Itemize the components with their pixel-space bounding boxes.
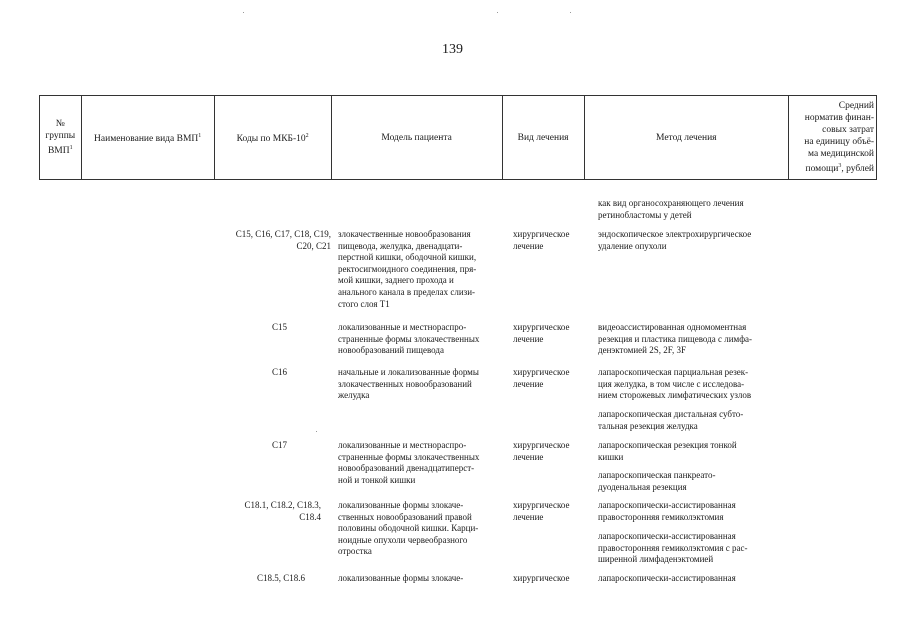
treatment-method: лапароскопическая резекция тонкой кишки [598, 440, 737, 462]
treatment-type: хирургическое лечение [513, 229, 570, 251]
treatment-method: видеоассистированная одномоментная резекция и пластика пищевода с лимфа- денэктомией 2S, 2F, 3F [598, 322, 753, 356]
icd-codes: C15 [271, 322, 287, 332]
treatment-type: хирургическое [513, 573, 570, 583]
header-treatment-type: Вид лечения [502, 96, 584, 180]
treatment-method: лапароскопическая дистальная субто- тальная резекция желудка [598, 409, 744, 431]
treatment-method: лапароскопическая парциальная резек- ция желудка, в том числе с исследова- нием сторожевых лимфатических узлов [598, 367, 752, 401]
header-group-number: № группы ВМП$^1$ [40, 96, 82, 180]
scan-speck [243, 12, 244, 13]
header-cost-standard: Средний норматив финан- совых затрат на единицу объё- ма медицинской помощи$^3$, рублей [789, 96, 877, 180]
patient-model: злокачественные новообразования пищевода, желудка, двенадцати- перстной кишки, ободочной кишки, ректосигмоидного соединения, пря- мой кишки, заднего прохода и анального канала в пределах слизи- стого слоя T1 [338, 229, 477, 309]
treatment-type: хирургическое лечение [513, 440, 570, 462]
header-icd-codes: Коды по МКБ-$10^2$ [214, 96, 331, 180]
patient-model: локализованные и местнораспро- страненные формы злокачественных новообразований двенадцатиперст- ной и тонкой кишки [338, 440, 480, 485]
scan-speck [570, 12, 571, 13]
patient-model: локализованные формы злокаче- ственных новообразований правой половины ободочной кишки. Карци- ноидные опухоли червеобразного отростка [338, 500, 479, 557]
patient-model: локализованные формы злокаче- [338, 573, 464, 583]
treatment-type: хирургическое лечение [513, 500, 570, 522]
treatment-method: лапароскопически-ассистированная [598, 573, 736, 583]
header-treatment-method: Метод лечения [584, 96, 788, 180]
treatment-type: хирургическое лечение [513, 322, 570, 344]
treatment-method: как вид органосохраняющего лечения ретинобластомы у детей [598, 198, 744, 220]
treatment-method: лапароскопически-ассистированная правосторонняя гемиколэктомия [598, 500, 736, 522]
header-vmp-name: Наименование вида ВМП$^1$ [81, 96, 214, 180]
table-header [39, 95, 877, 180]
icd-codes: C17 [271, 440, 287, 450]
treatment-type: хирургическое лечение [513, 367, 570, 389]
scan-speck [316, 431, 317, 432]
treatment-method: эндоскопическое электрохирургическое удаление опухоли [598, 229, 752, 251]
header-patient-model: Модель пациента [331, 96, 502, 180]
icd-codes: C16 [271, 367, 287, 377]
page-number: 139 [442, 42, 463, 57]
icd-codes: C15, C16, C17, C18, C19, C20, C21 [235, 229, 331, 251]
patient-model: начальные и локализованные формы злокачественных новообразований желудка [338, 367, 479, 401]
patient-model: локализованные и местнораспро- страненные формы злокачественных новообразований пищевода [338, 322, 480, 356]
icd-codes: C18.1, C18.2, C18.3, C18.4 [244, 500, 321, 522]
icd-codes: C18.5, C18.6 [256, 573, 305, 583]
treatment-method: лапароскопическая панкреато- дуоденальная резекция [598, 470, 716, 492]
treatment-method: лапароскопически-ассистированная правосторонняя гемиколэктомия с рас- ширенной лимфаденэктомией [598, 531, 748, 565]
scan-speck [497, 12, 498, 13]
